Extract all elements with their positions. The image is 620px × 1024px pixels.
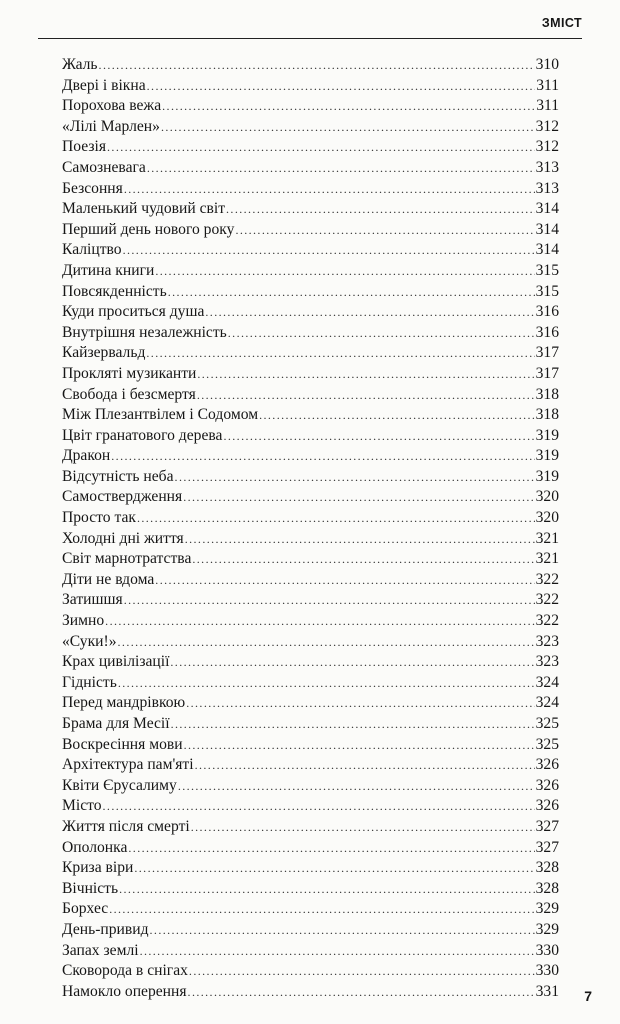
toc-entry-title: Гідність <box>62 673 117 691</box>
dot-leader <box>228 323 535 344</box>
toc-entry <box>62 55 559 76</box>
toc-entry-title: Місто <box>62 797 102 815</box>
toc-entry-title: Запах землі <box>62 941 139 959</box>
toc-entry-page: 314 <box>535 200 559 218</box>
dot-leader <box>205 302 534 323</box>
toc-entry-page: 316 <box>535 323 559 341</box>
toc-entry-title: Архітектура пам'яті <box>62 756 194 774</box>
toc-entry-page: 326 <box>535 776 559 794</box>
toc-entry-page: 330 <box>535 941 559 959</box>
dot-leader <box>185 529 535 550</box>
toc-entry-title: Холодні дні життя <box>62 529 184 547</box>
toc-entry-page: 324 <box>535 694 559 712</box>
dot-leader <box>134 858 534 879</box>
dot-leader <box>170 652 534 673</box>
toc-entry <box>62 487 559 508</box>
toc-entry <box>62 76 559 97</box>
toc-entry <box>62 714 559 735</box>
toc-entry-page: 311 <box>536 76 559 94</box>
toc-entry-title: Дракон <box>62 447 111 465</box>
dot-leader <box>137 508 535 529</box>
toc-entry-title: Воскресіння мови <box>62 735 183 753</box>
dot-leader <box>155 570 534 591</box>
toc-entry-page: 315 <box>535 261 559 279</box>
toc-entry-page: 318 <box>535 385 559 403</box>
toc-entry-title: Перед мандрівкою <box>62 694 186 712</box>
toc-entry <box>62 364 559 385</box>
dot-leader <box>184 735 535 756</box>
toc-entry <box>62 673 559 694</box>
toc-entry-title: День-привид <box>62 920 149 938</box>
toc-entry-title: Куди проситься душа <box>62 303 205 321</box>
toc-entry-page: 325 <box>535 715 559 732</box>
toc-entry-title: Між Плезантвілем і Содомом <box>62 406 259 424</box>
toc-entry <box>62 879 559 900</box>
dot-leader <box>118 673 535 694</box>
dot-leader <box>155 261 534 282</box>
dot-leader <box>168 282 535 303</box>
toc-entry <box>62 323 559 344</box>
toc-entry-page: 320 <box>535 488 559 506</box>
dot-leader <box>189 961 535 982</box>
toc-entry-title: Каліцтво <box>62 241 122 259</box>
toc-entry <box>62 611 559 632</box>
toc-entry-title: Поезія <box>62 138 107 156</box>
dot-leader <box>109 899 534 920</box>
toc-entry-page: 313 <box>535 179 559 197</box>
dot-leader <box>186 693 534 714</box>
dot-leader <box>195 755 535 776</box>
toc-entry-page: 323 <box>535 632 559 650</box>
toc-entry <box>62 199 559 220</box>
toc-entry <box>62 796 559 817</box>
toc-entry-title: Цвіт гранатового дерева <box>62 426 223 444</box>
toc-entry <box>62 467 559 488</box>
toc-entry-page: 319 <box>535 447 559 465</box>
toc-entry-page: 321 <box>535 529 559 547</box>
toc-entry <box>62 137 559 158</box>
dot-leader <box>197 385 535 406</box>
toc-entry-page: 323 <box>535 653 559 671</box>
dot-leader <box>107 137 535 158</box>
toc-entry-page: 326 <box>535 756 559 774</box>
toc-entry <box>62 549 559 570</box>
toc-entry <box>62 261 559 282</box>
dot-leader <box>99 55 535 76</box>
dot-leader <box>223 426 534 447</box>
toc-entry <box>62 920 559 941</box>
toc-entry-page: 326 <box>535 797 559 815</box>
toc-entry-title: «Лілі Марлен» <box>62 117 160 135</box>
toc-entry-title: Двері і вікна <box>62 76 146 94</box>
dot-leader <box>171 714 535 735</box>
dot-leader <box>105 611 534 632</box>
toc-entry-title: Квіти Єрусалиму <box>62 776 177 794</box>
dot-leader <box>162 96 535 117</box>
toc-entry-page: 322 <box>535 612 559 630</box>
toc-entry-page: 327 <box>535 817 559 835</box>
toc-entry-page: 328 <box>535 879 559 897</box>
toc-entry-page: 312 <box>535 117 559 135</box>
toc-entry <box>62 961 559 982</box>
toc-entry <box>62 240 559 261</box>
dot-leader <box>150 920 535 941</box>
toc-entry-title: «Суки!» <box>62 632 117 650</box>
toc-entry <box>62 508 559 529</box>
toc-entry <box>62 941 559 962</box>
toc-entry-title: Перший день нового року <box>62 220 235 238</box>
toc-entry-page: 314 <box>535 220 559 238</box>
dot-leader <box>118 632 535 653</box>
toc-entry-title: Криза віри <box>62 859 134 877</box>
toc-entry-title: Самоствердження <box>62 488 183 506</box>
toc-entry-page: 311 <box>536 97 559 115</box>
toc-entry <box>62 776 559 797</box>
toc-entry-title: Дитина книги <box>62 261 155 279</box>
toc-entry-page: 329 <box>535 900 559 918</box>
dot-leader <box>197 364 534 385</box>
toc-entry <box>62 735 559 756</box>
toc-entry-title: Безсоння <box>62 179 123 197</box>
toc-entry <box>62 446 559 467</box>
toc-entry-title: Відсутність неба <box>62 467 174 485</box>
toc-entry-title: Жаль <box>62 56 98 73</box>
toc-entry-title: Вічність <box>62 879 119 897</box>
dot-leader <box>124 179 535 200</box>
toc-entry <box>62 302 559 323</box>
toc-entry-title: Свобода і безсмертя <box>62 385 196 403</box>
dot-leader <box>123 240 535 261</box>
dot-leader <box>178 776 535 797</box>
toc-entry-page: 319 <box>535 467 559 485</box>
toc-entry <box>62 158 559 179</box>
toc-entry-title: Прокляті музиканти <box>62 364 197 382</box>
dot-leader <box>124 590 535 611</box>
dot-leader <box>103 796 535 817</box>
toc-entry-page: 321 <box>535 550 559 568</box>
toc-entry-title: Намокло оперення <box>62 982 187 1000</box>
dot-leader <box>175 467 535 488</box>
toc-entry-page: 318 <box>535 406 559 424</box>
toc-entry-page: 314 <box>535 241 559 259</box>
toc-entry <box>62 529 559 550</box>
dot-leader <box>161 117 535 138</box>
toc-entry <box>62 96 559 117</box>
dot-leader <box>259 405 535 426</box>
toc-entry-page: 319 <box>535 426 559 444</box>
dot-leader <box>147 158 535 179</box>
toc-entry-page: 316 <box>535 303 559 321</box>
toc-entry <box>62 755 559 776</box>
running-head-section: ЗМІСТ <box>541 16 582 30</box>
toc-entry <box>62 570 559 591</box>
toc-entry <box>62 117 559 138</box>
page-number: 7 <box>584 988 592 1004</box>
dot-leader <box>188 982 535 1003</box>
toc-entry-page: 313 <box>535 158 559 176</box>
toc-entry <box>62 982 559 1003</box>
toc-entry-page: 320 <box>535 509 559 527</box>
toc-entry <box>62 343 559 364</box>
toc-entry-page: 325 <box>535 735 559 753</box>
toc-entry <box>62 899 559 920</box>
toc-entry <box>62 838 559 859</box>
toc-entry-title: Борхес <box>62 900 109 918</box>
toc-entry <box>62 817 559 838</box>
dot-leader <box>235 220 534 241</box>
toc-entry-title: Внутрішня незалежність <box>62 323 227 341</box>
toc-entry-page: 330 <box>535 962 559 980</box>
toc-entry <box>62 385 559 406</box>
toc-entry <box>62 179 559 200</box>
toc-entry-title: Брама для Месії <box>62 715 170 732</box>
toc-entry-page: 317 <box>535 364 559 382</box>
toc-entry-page: 322 <box>535 591 559 609</box>
toc-entry-page: 327 <box>535 838 559 856</box>
toc-entry-page: 310 <box>535 56 559 73</box>
toc-entry <box>62 652 559 673</box>
toc-entry-page: 315 <box>535 282 559 300</box>
toc-entry <box>62 220 559 241</box>
toc-entry <box>62 282 559 303</box>
dot-leader <box>128 838 534 859</box>
toc-entry-title: Сковорода в снігах <box>62 962 188 980</box>
toc-entry-title: Повсякденність <box>62 282 167 300</box>
toc-entry-title: Маленький чудовий світ <box>62 200 226 218</box>
toc-entry-title: Життя після смерті <box>62 817 190 835</box>
toc-entry <box>62 858 559 879</box>
dot-leader <box>226 199 535 220</box>
toc-entry-page: 317 <box>535 344 559 362</box>
dot-leader <box>147 76 536 97</box>
toc-entry-page: 329 <box>535 920 559 938</box>
toc-entry-title: Діти не вдома <box>62 570 155 588</box>
dot-leader <box>146 343 534 364</box>
toc-entry-title: Світ марнотратства <box>62 550 192 568</box>
table-of-contents <box>62 55 559 1002</box>
dot-leader <box>111 446 534 467</box>
toc-entry-title: Просто так <box>62 509 136 527</box>
toc-entry-title: Кайзервальд <box>62 344 146 362</box>
dot-leader <box>183 487 534 508</box>
header-rule <box>38 38 582 39</box>
toc-entry <box>62 590 559 611</box>
toc-entry <box>62 405 559 426</box>
toc-entry-title: Затишшя <box>62 591 123 609</box>
dot-leader <box>191 817 535 838</box>
toc-entry-page: 331 <box>535 982 559 1000</box>
toc-entry-title: Порохова вежа <box>62 97 162 115</box>
toc-entry-page: 328 <box>535 859 559 877</box>
toc-entry <box>62 693 559 714</box>
toc-entry-title: Ополонка <box>62 838 128 856</box>
dot-leader <box>140 941 535 962</box>
toc-entry-title: Крах цивілізації <box>62 653 170 671</box>
toc-entry-page: 312 <box>535 138 559 156</box>
toc-entry <box>62 632 559 653</box>
toc-entry-page: 324 <box>535 673 559 691</box>
dot-leader <box>192 549 534 570</box>
toc-entry-title: Зимно <box>62 612 105 630</box>
toc-entry <box>62 426 559 447</box>
toc-entry-page: 322 <box>535 570 559 588</box>
toc-entry-title: Самозневага <box>62 158 146 176</box>
dot-leader <box>119 879 535 900</box>
